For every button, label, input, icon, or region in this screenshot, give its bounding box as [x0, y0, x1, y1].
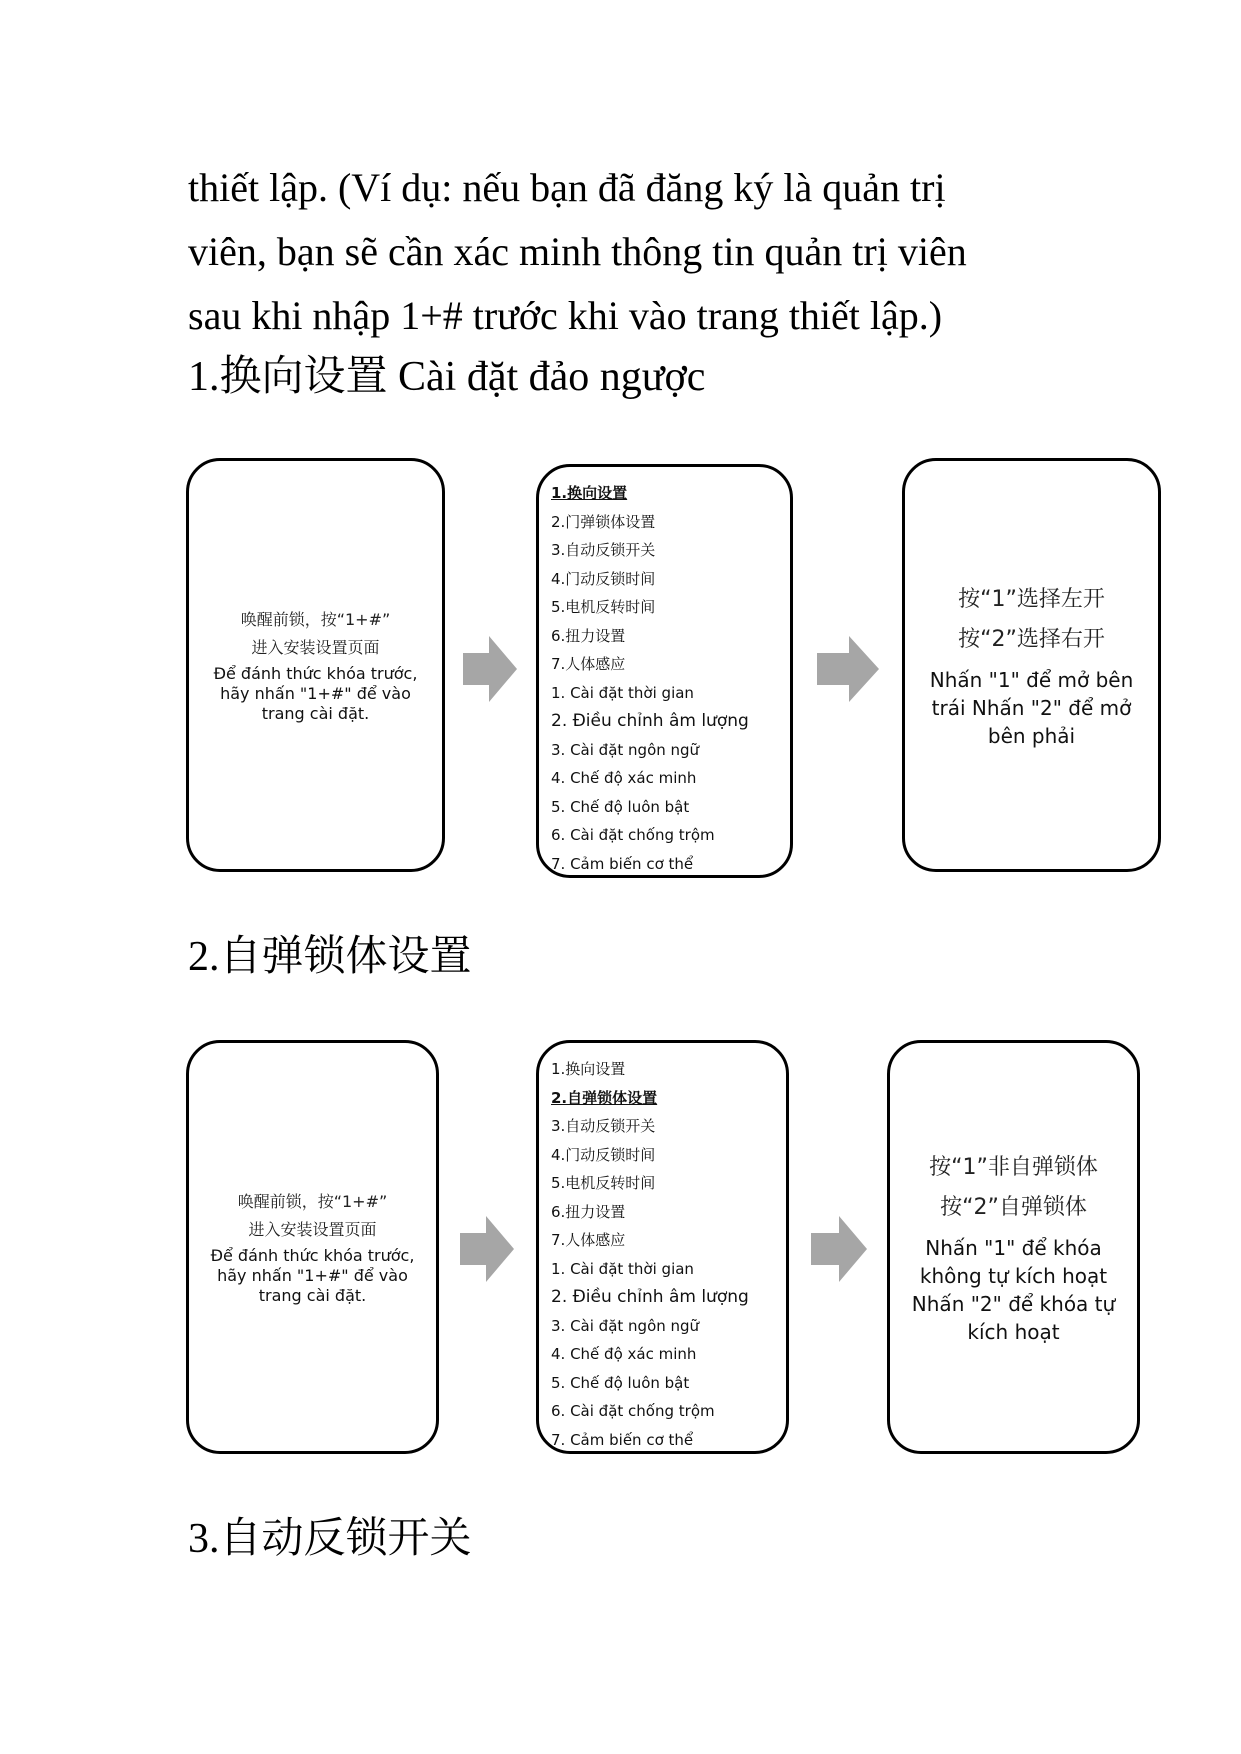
menu-item: 1.换向设置: [551, 484, 628, 502]
menu-item: 7.人体感应: [551, 655, 626, 673]
menu-item: 4. Chế độ xác minh: [551, 1345, 697, 1363]
option-vn: Nhấn "1" để mở bên trái Nhấn "2" để mở bên phải: [929, 668, 1134, 748]
menu-item: 2. Điều chỉnh âm lượng: [551, 1287, 749, 1307]
arrow-right-icon: [811, 1216, 867, 1282]
menu-item: 6.扭力设置: [551, 626, 626, 645]
wake-instruction-vn: Để đánh thức khóa trước, hãy nhấn "1+#" để vào trang cài đặt.: [213, 664, 418, 723]
option-cn-2: 按“2”选择右开: [958, 627, 1105, 652]
menu-item: 1. Cài đặt thời gian: [551, 1259, 694, 1278]
menu-item: 6. Cài đặt chống trộm: [551, 826, 715, 844]
arrow-right-icon: [463, 636, 517, 702]
menu-item: 4.门动反锁时间: [551, 1145, 656, 1164]
section-2-result-box: [887, 1040, 1140, 1454]
menu-item: 5. Chế độ luôn bật: [551, 1373, 690, 1392]
option-vn: Nhấn "1" để khóa không tự kích hoạt Nhấn "2" để khóa tự kích hoạt: [911, 1236, 1116, 1344]
wake-instruction-cn-1: 唤醒前锁，按“1+#”: [237, 1192, 388, 1211]
section-1-wake-box: [186, 458, 445, 872]
menu-item: 5.电机反转时间: [551, 1174, 656, 1192]
menu-item: 6.扭力设置: [551, 1202, 626, 1221]
option-cn-1: 按“1”选择左开: [958, 587, 1105, 612]
menu-item: 1. Cài đặt thời gian: [551, 683, 694, 702]
menu-item: 2.门弹锁体设置: [551, 512, 656, 531]
menu-item: 7. Cảm biến cơ thể: [551, 854, 694, 873]
wake-instruction-cn-2: 进入安装设置页面: [251, 638, 380, 657]
menu-item: 7. Cảm biến cơ thể: [551, 1430, 694, 1449]
section-1-result-box: [902, 458, 1161, 872]
option-cn-1: 按“1”非自弹锁体: [929, 1155, 1098, 1180]
menu-item: 3.自动反锁开关: [551, 541, 656, 559]
wake-instruction-cn-2: 进入安装设置页面: [248, 1220, 377, 1239]
wake-instruction-vn: Để đánh thức khóa trước, hãy nhấn "1+#" để vào trang cài đặt.: [210, 1246, 415, 1305]
section-2-heading: 2.自弹锁体设置: [188, 934, 472, 980]
menu-item: 4. Chế độ xác minh: [551, 769, 697, 787]
menu-item: 6. Cài đặt chống trộm: [551, 1402, 715, 1420]
section-1-heading: 1.换向设置 Cài đặt đảo ngược: [188, 354, 706, 400]
arrow-right-icon: [460, 1216, 514, 1282]
section-1-menu-box: [536, 464, 793, 878]
menu-item: 2.自弹锁体设置: [551, 1088, 658, 1107]
menu-item: 5.电机反转时间: [551, 598, 656, 616]
settings-menu-list: [551, 479, 782, 878]
section-3-heading: 3.自动反锁开关: [188, 1516, 472, 1562]
paragraph-line-3: sau khi nhập 1+# trước khi vào trang thiết lập.): [188, 293, 943, 338]
menu-item: 3.自动反锁开关: [551, 1117, 656, 1135]
paragraph-line-2: viên, bạn sẽ cần xác minh thông tin quản trị viên: [188, 229, 967, 274]
menu-item: 2. Điều chỉnh âm lượng: [551, 711, 749, 731]
section-2-menu-box: [536, 1040, 789, 1454]
section-2-wake-box: [186, 1040, 439, 1454]
menu-item: 4.门动反锁时间: [551, 569, 656, 588]
menu-item: 1.换向设置: [551, 1060, 626, 1078]
menu-item: 7.人体感应: [551, 1231, 626, 1249]
settings-menu-list: [551, 1055, 778, 1454]
menu-item: 3. Cài đặt ngôn ngữ: [551, 740, 700, 759]
menu-item: 5. Chế độ luôn bật: [551, 797, 690, 816]
option-cn-2: 按“2”自弹锁体: [940, 1195, 1087, 1220]
arrow-right-icon: [817, 636, 879, 702]
wake-instruction-cn-1: 唤醒前锁，按“1+#”: [240, 610, 391, 629]
paragraph-line-1: thiết lập. (Ví dụ: nếu bạn đã đăng ký là quản trị: [188, 165, 946, 210]
menu-item: 3. Cài đặt ngôn ngữ: [551, 1316, 700, 1335]
